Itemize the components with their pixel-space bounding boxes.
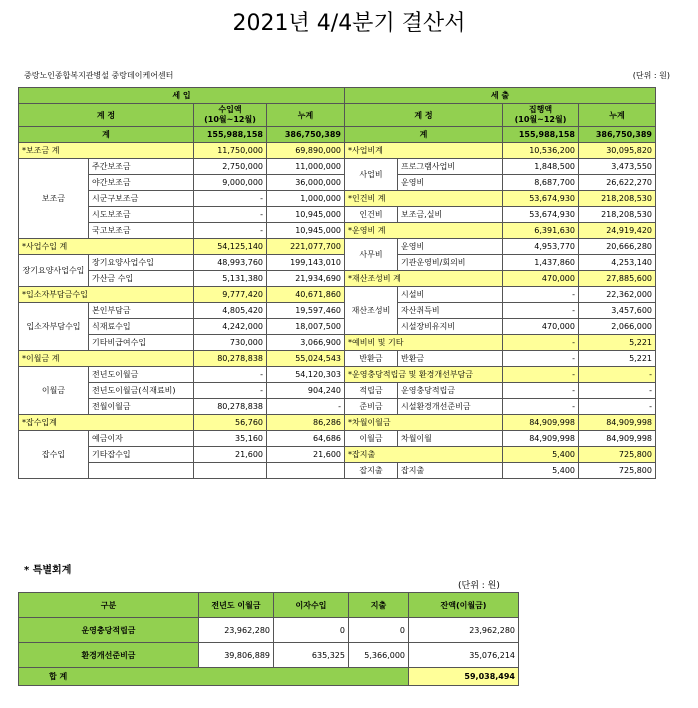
special-header-carryover: 전년도 이월금 <box>199 593 274 618</box>
special-header-expense: 지출 <box>349 593 409 618</box>
income-amount: 80,278,838 <box>194 399 267 415</box>
expense-category-total: *재산조성비 계 <box>345 271 503 287</box>
table-row <box>19 351 656 367</box>
income-cumulative: 199,143,010 <box>267 255 345 271</box>
expense-amount: - <box>503 351 579 367</box>
income-cumulative: 19,597,460 <box>267 303 345 319</box>
special-row-value: 39,806,889 <box>199 643 274 668</box>
expense-cumulative: 725,800 <box>579 463 656 479</box>
expense-item-label: 기관운영비/회의비 <box>398 255 503 271</box>
income-cumulative: 21,934,690 <box>267 271 345 287</box>
income-item-label: 기타비급여수입 <box>89 335 194 351</box>
expense-amount: 8,687,700 <box>503 175 579 191</box>
income-total: 155,988,158 <box>194 127 267 143</box>
expense-item-label: 프로그램사업비 <box>398 159 503 175</box>
income-cumulative: 36,000,000 <box>267 175 345 191</box>
income-cumulative: 64,686 <box>267 431 345 447</box>
table-row <box>19 223 656 239</box>
expense-amount: 5,400 <box>503 463 579 479</box>
income-amount: 80,278,838 <box>194 351 267 367</box>
unit-label: (단위 : 원) <box>632 71 670 80</box>
organization-name: 중랑노인종합복지관병설 중랑데이케어센터 <box>24 71 174 80</box>
special-account-table <box>18 592 519 686</box>
expense-group-label: 사무비 <box>345 239 398 271</box>
expense-amount: 10,536,200 <box>503 143 579 159</box>
table-row <box>19 335 656 351</box>
expense-amount: - <box>503 367 579 383</box>
table-row <box>19 399 656 415</box>
table-row <box>19 431 656 447</box>
expense-cumulative: - <box>579 399 656 415</box>
table-row <box>19 191 656 207</box>
table-row <box>19 143 656 159</box>
expense-cumulative: 26,622,270 <box>579 175 656 191</box>
expense-amount: - <box>503 383 579 399</box>
expense-item-label: 시설환경개선준비금 <box>398 399 503 415</box>
income-amount: 21,600 <box>194 447 267 463</box>
income-amount: 11,750,000 <box>194 143 267 159</box>
expense-group-label: 반환금 <box>345 351 398 367</box>
expense-item-label: 잡지출 <box>398 463 503 479</box>
special-unit-label: (단위 : 원) <box>458 581 500 591</box>
income-cumulative: 69,890,000 <box>267 143 345 159</box>
income-amount <box>194 463 267 479</box>
expense-item-label: 차월이월 <box>398 431 503 447</box>
income-cumulative: 10,945,000 <box>267 223 345 239</box>
expense-header: 세 출 <box>345 88 656 104</box>
table-row <box>19 255 656 271</box>
table-row <box>19 319 656 335</box>
expense-cumulative: 218,208,530 <box>579 207 656 223</box>
income-item-label <box>89 463 194 479</box>
expense-amount: - <box>503 303 579 319</box>
expense-item-label: 시설장비유지비 <box>398 319 503 335</box>
special-header-interest: 이자수입 <box>274 593 349 618</box>
expense-amount: 84,909,998 <box>503 415 579 431</box>
income-category-total: *이월금 계 <box>19 351 194 367</box>
expense-cumulative: 218,208,530 <box>579 191 656 207</box>
expense-cumulative: 24,919,420 <box>579 223 656 239</box>
expense-item-label: 자산취득비 <box>398 303 503 319</box>
income-item-label: 야간보조금 <box>89 175 194 191</box>
expense-item-label: 반환금 <box>398 351 503 367</box>
expense-item-label: 보조금,실비 <box>398 207 503 223</box>
income-category-total: *사업수입 계 <box>19 239 194 255</box>
income-header: 세 입 <box>19 88 345 104</box>
income-category-total: *잡수입계 <box>19 415 194 431</box>
expense-amount-header: 집행액 (10월~12월) <box>503 104 579 127</box>
income-amount: 4,805,420 <box>194 303 267 319</box>
special-row-value: 23,962,280 <box>409 618 519 643</box>
income-cumulative: 1,000,000 <box>267 191 345 207</box>
income-cumulative: 55,024,543 <box>267 351 345 367</box>
income-item-label: 주간보조금 <box>89 159 194 175</box>
income-total-label: 계 <box>19 127 194 143</box>
income-item-label: 예금이자 <box>89 431 194 447</box>
expense-amount: 1,848,500 <box>503 159 579 175</box>
expense-total: 155,988,158 <box>503 127 579 143</box>
expense-group-label: 사업비 <box>345 159 398 191</box>
income-group-label: 보조금 <box>19 159 89 239</box>
income-category-total: *보조금 계 <box>19 143 194 159</box>
income-amount: - <box>194 367 267 383</box>
expense-item-label: 시설비 <box>398 287 503 303</box>
special-header-balance: 잔액(이월금) <box>409 593 519 618</box>
expense-cumulative: 20,666,280 <box>579 239 656 255</box>
expense-category-total: *운영충당적립금 및 환경개선부담금 <box>345 367 503 383</box>
expense-amount: 4,953,770 <box>503 239 579 255</box>
income-cumulative: 21,600 <box>267 447 345 463</box>
special-row-label: 운영충당적립금 <box>19 618 199 643</box>
special-row-value: 35,076,214 <box>409 643 519 668</box>
expense-category-total: *사업비계 <box>345 143 503 159</box>
income-item-label: 기타잡수입 <box>89 447 194 463</box>
expense-amount: 5,400 <box>503 447 579 463</box>
income-amount: - <box>194 191 267 207</box>
special-row-value: 0 <box>274 618 349 643</box>
income-cumulative: 11,000,000 <box>267 159 345 175</box>
expense-amount: 1,437,860 <box>503 255 579 271</box>
expense-cumulative: 5,221 <box>579 351 656 367</box>
special-row-value: 5,366,000 <box>349 643 409 668</box>
special-row-value: 0 <box>349 618 409 643</box>
expense-amount: 84,909,998 <box>503 431 579 447</box>
settlement-table <box>18 87 656 479</box>
expense-group-label: 적립금 <box>345 383 398 399</box>
expense-cumulative-header: 누계 <box>579 104 656 127</box>
expense-cumulative: 725,800 <box>579 447 656 463</box>
income-item-label: 국고보조금 <box>89 223 194 239</box>
income-amount: 5,131,380 <box>194 271 267 287</box>
special-row-label: 환경개선준비금 <box>19 643 199 668</box>
special-account-title: * 특별회계 <box>24 565 72 576</box>
expense-cumulative: 2,066,000 <box>579 319 656 335</box>
table-row <box>19 383 656 399</box>
expense-group-label: 인건비 <box>345 207 398 223</box>
income-amount: 48,993,760 <box>194 255 267 271</box>
table-row <box>19 367 656 383</box>
expense-category-total: *인건비 계 <box>345 191 503 207</box>
expense-item-label: 운영비 <box>398 175 503 191</box>
income-cumulative: 54,120,303 <box>267 367 345 383</box>
income-cumulative-total: 386,750,389 <box>267 127 345 143</box>
expense-cumulative-total: 386,750,389 <box>579 127 656 143</box>
income-item-label: 전년도이월금 <box>89 367 194 383</box>
table-row <box>19 303 656 319</box>
special-header-category: 구분 <box>19 593 199 618</box>
income-item-label: 본인부담금 <box>89 303 194 319</box>
expense-cumulative: 5,221 <box>579 335 656 351</box>
expense-cumulative: 30,095,820 <box>579 143 656 159</box>
table-row <box>19 415 656 431</box>
expense-cumulative: - <box>579 383 656 399</box>
expense-amount: - <box>503 287 579 303</box>
income-item-label: 전년도이월금(식재료비) <box>89 383 194 399</box>
expense-amount: 470,000 <box>503 271 579 287</box>
expense-total-label: 계 <box>345 127 503 143</box>
expense-amount: 6,391,630 <box>503 223 579 239</box>
expense-group-label: 재산조성비 <box>345 287 398 335</box>
income-cumulative <box>267 463 345 479</box>
income-cumulative: 40,671,860 <box>267 287 345 303</box>
expense-account-header: 계 정 <box>345 104 503 127</box>
expense-amount: 53,674,930 <box>503 207 579 223</box>
expense-cumulative: 4,253,140 <box>579 255 656 271</box>
table-row <box>19 271 656 287</box>
income-cumulative: 18,007,500 <box>267 319 345 335</box>
income-amount: 9,000,000 <box>194 175 267 191</box>
expense-cumulative: 3,473,550 <box>579 159 656 175</box>
income-item-label: 시군구보조금 <box>89 191 194 207</box>
table-row <box>19 447 656 463</box>
table-body <box>19 143 656 479</box>
income-group-label: 입소자부담수입 <box>19 303 89 351</box>
income-cumulative: 86,286 <box>267 415 345 431</box>
expense-cumulative: 27,885,600 <box>579 271 656 287</box>
expense-cumulative: 3,457,600 <box>579 303 656 319</box>
expense-amount: 470,000 <box>503 319 579 335</box>
expense-category-total: *운영비 계 <box>345 223 503 239</box>
expense-cumulative: 84,909,998 <box>579 415 656 431</box>
income-amount: 730,000 <box>194 335 267 351</box>
income-amount: 56,760 <box>194 415 267 431</box>
income-cumulative: 904,240 <box>267 383 345 399</box>
income-amount-header: 수입액 (10월~12월) <box>194 104 267 127</box>
income-amount: 4,242,000 <box>194 319 267 335</box>
expense-amount: - <box>503 335 579 351</box>
special-row-value: 23,962,280 <box>199 618 274 643</box>
income-amount: 2,750,000 <box>194 159 267 175</box>
special-row-value: 635,325 <box>274 643 349 668</box>
income-cumulative: - <box>267 399 345 415</box>
table-row <box>19 207 656 223</box>
table-row <box>19 239 656 255</box>
expense-amount: 53,674,930 <box>503 191 579 207</box>
expense-item-label: 운영충당적립금 <box>398 383 503 399</box>
income-group-label: 잡수입 <box>19 431 89 479</box>
income-amount: 35,160 <box>194 431 267 447</box>
income-amount: - <box>194 207 267 223</box>
expense-cumulative: 84,909,998 <box>579 431 656 447</box>
expense-category-total: *잡지출 <box>345 447 503 463</box>
income-item-label: 시도보조금 <box>89 207 194 223</box>
income-group-label: 장기요양사업수입 <box>19 255 89 287</box>
income-amount: 54,125,140 <box>194 239 267 255</box>
income-item-label: 식재료수입 <box>89 319 194 335</box>
expense-item-label: 운영비 <box>398 239 503 255</box>
income-item-label: 장기요양사업수입 <box>89 255 194 271</box>
expense-cumulative: - <box>579 367 656 383</box>
income-amount: - <box>194 223 267 239</box>
table-row <box>19 159 656 175</box>
income-account-header: 계 정 <box>19 104 194 127</box>
income-category-total: *입소자부담금수입 <box>19 287 194 303</box>
income-group-label: 이월금 <box>19 367 89 415</box>
expense-group-label: 준비금 <box>345 399 398 415</box>
income-cumulative-header: 누계 <box>267 104 345 127</box>
page-title: 2021년 4/4분기 결산서 <box>232 11 466 36</box>
income-item-label: 가산금 수입 <box>89 271 194 287</box>
expense-group-label: 잡지출 <box>345 463 398 479</box>
table-row <box>19 175 656 191</box>
income-item-label: 전월이월금 <box>89 399 194 415</box>
table-row <box>19 463 656 479</box>
income-cumulative: 3,066,900 <box>267 335 345 351</box>
table-row <box>19 287 656 303</box>
special-total-value: 59,038,494 <box>409 668 519 686</box>
expense-group-label: 이월금 <box>345 431 398 447</box>
expense-amount: - <box>503 399 579 415</box>
expense-category-total: *예비비 및 기타 <box>345 335 503 351</box>
expense-cumulative: 22,362,000 <box>579 287 656 303</box>
expense-category-total: *차월이월금 <box>345 415 503 431</box>
income-cumulative: 221,077,700 <box>267 239 345 255</box>
income-amount: - <box>194 383 267 399</box>
income-amount: 9,777,420 <box>194 287 267 303</box>
income-cumulative: 10,945,000 <box>267 207 345 223</box>
special-total-label: 합 계 <box>19 668 409 686</box>
